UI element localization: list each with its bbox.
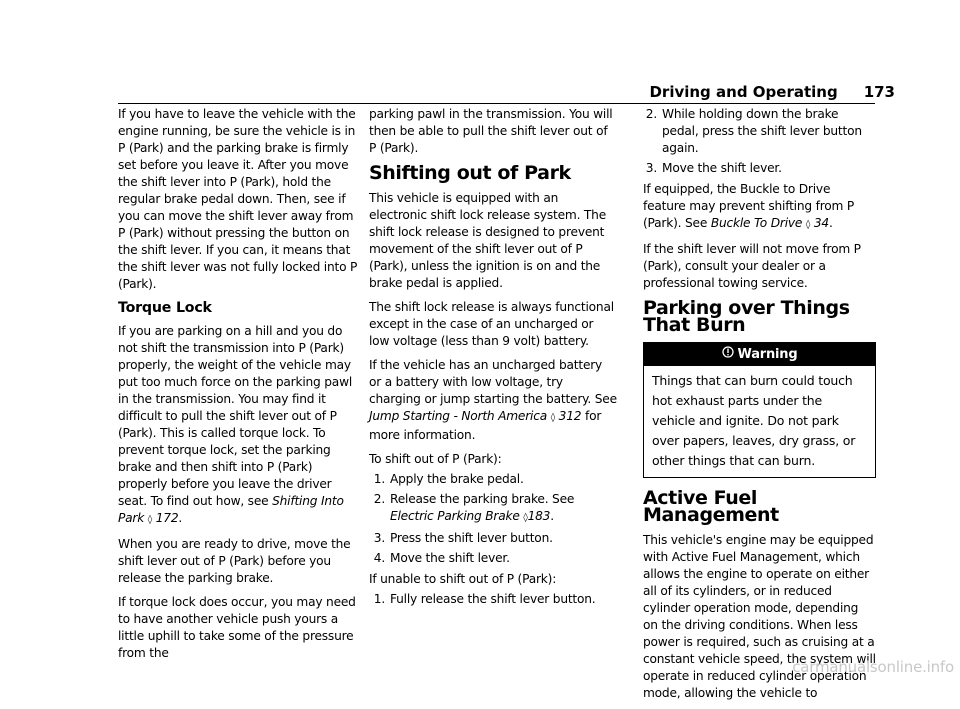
- xref-link[interactable]: Shifting Into Park: [118, 494, 344, 525]
- list-item: [369, 530, 617, 547]
- section-heading-active-fuel-management: Active Fuel Management: [643, 487, 779, 526]
- list-number: 2.: [373, 492, 385, 506]
- list-text-part: Release the parking brake. See: [390, 492, 575, 506]
- paragraph-text: .: [828, 216, 833, 230]
- list-intro: To shift out of P (Park):: [369, 452, 502, 466]
- section-heading-parking-over-things-that-burn: Parking over Things That Burn: [643, 297, 850, 336]
- list-text: [390, 491, 617, 527]
- column-1: [118, 106, 360, 669]
- list-item: [643, 160, 876, 177]
- page-number: 173: [863, 83, 895, 101]
- warning-icon: [722, 346, 734, 363]
- page-ref-icon: ◊: [550, 413, 555, 423]
- xref-link[interactable]: Buckle To Drive: [710, 216, 803, 230]
- list-text: Fully release the shift lever button.: [390, 592, 596, 606]
- xref-link[interactable]: Electric Parking Brake: [390, 509, 520, 523]
- steps-list: [369, 471, 617, 567]
- page-header: [649, 80, 895, 104]
- paragraph: [369, 357, 617, 444]
- list-item: [369, 591, 617, 608]
- list-text-part: .: [550, 509, 554, 523]
- paragraph: [643, 181, 876, 234]
- paragraph-text: If equipped, the Buckle to Drive feature may prevent shifting from P (Park). See: [643, 182, 854, 230]
- column-2: [369, 106, 617, 611]
- paragraph: This vehicle is equipped with an electronic shift lock release system. The shift lock release is designed to prevent movement of the shift lever out of P (Park), unless the ignition is on and the brake pedal is applied.: [369, 191, 607, 290]
- list-text: While holding down the brake pedal, press the shift lever button again.: [662, 107, 862, 155]
- list-text: Move the shift lever.: [390, 551, 510, 565]
- list-number: 3.: [373, 531, 385, 545]
- xref-page[interactable]: 34: [813, 216, 829, 230]
- steps-list: [369, 591, 617, 608]
- paragraph: When you are ready to drive, move the shift lever out of P (Park) before you release the parking brake.: [118, 537, 351, 585]
- page-ref-icon: ◊: [147, 515, 153, 525]
- header-divider: [118, 103, 875, 104]
- list-number: 4.: [373, 551, 385, 565]
- paragraph: If you are parking on a hill and you do not shift the transmission into P (Park) properly, the weight of the vehicle may put too much force on the parking pawl in the transmission. You may find it difficult to pull the shift lever out of P (Park). This is called torque lock. To prevent torque lock, set the parking brake and then shift into P (Park) properly before you leave the driver seat. To find out how, see Shifting Into Park ◊ 172.: [118, 324, 353, 525]
- paragraph: This vehicle's engine may be equipped with Active Fuel Management, which allows the engine to operate on either all of its cylinders, or in reduced cylinder operation mode, depending on the driving conditions. When less power is required, such as cruising at a constant vehicle speed, the system will operate in reduced cylinder operation mode, allowing the vehicle to: [643, 533, 876, 700]
- xref-page[interactable]: 183: [527, 509, 551, 523]
- paragraph: If the shift lever will not move from P (Park), consult your dealer or a professional towing service.: [643, 242, 861, 290]
- list-number: 3.: [645, 161, 657, 175]
- page-ref-icon: ◊: [523, 513, 528, 523]
- paragraph: The shift lock release is always functional except in the case of an uncharged or low voltage (less than 9 volt) battery.: [369, 300, 614, 348]
- list-item: [369, 550, 617, 567]
- list-text: Apply the brake pedal.: [390, 472, 524, 486]
- paragraph-text: If the vehicle has an uncharged battery or a battery with low voltage, try charging or jump starting the battery. See: [369, 358, 617, 406]
- xref-page[interactable]: 172: [155, 511, 179, 525]
- column-3: [643, 106, 876, 709]
- list-text: Press the shift lever button.: [390, 531, 553, 545]
- list-number: 1.: [373, 592, 385, 606]
- xref-link[interactable]: Jump Starting - North America: [369, 409, 548, 423]
- paragraph-text: for more information.: [369, 409, 602, 442]
- list-intro: If unable to shift out of P (Park):: [369, 572, 557, 586]
- section-heading-shifting-out-of-park: Shifting out of Park: [369, 162, 571, 184]
- list-number: 2.: [645, 107, 657, 121]
- paragraph: If torque lock does occur, you may need to have another vehicle push yours a little uphill to take some of the pressure from the: [118, 595, 356, 660]
- paragraph: parking pawl in the transmission. You will then be able to pull the shift lever out of P (Park).: [369, 107, 613, 155]
- paragraph: If you have to leave the vehicle with the engine running, be sure the vehicle is in P (Park) and the parking brake is firmly set before you leave it. After you move the shift lever into P (Park), hold the regular brake pedal down. Then, see if you can move the shift lever away from P (Park) without pressing the button on the shift lever. If you can, it means that the shift lever was not fully locked into P (Park).: [118, 107, 358, 291]
- warning-text: Things that can burn could touch hot exhaust parts under the vehicle and ignite. Do not park over papers, leaves, dry grass, or other things that can burn.: [652, 373, 856, 468]
- list-item: [643, 106, 876, 157]
- list-item: [369, 491, 617, 527]
- list-item: [369, 471, 617, 488]
- list-text: Move the shift lever.: [662, 161, 782, 175]
- page-ref-icon: ◊: [805, 220, 811, 230]
- section-title: Driving and Operating: [649, 83, 838, 101]
- list-number: 1.: [373, 472, 385, 486]
- section-heading-torque-lock: Torque Lock: [118, 300, 212, 316]
- paragraph-text: If you are parking on a hill and you do not shift the transmission into P (Park) properly, the weight of the vehicle may put too much force on the parking pawl in the transmission. You may find it difficult to pull the shift lever out of P (Park). This is called torque lock. To prevent torque lock, set the parking brake and then shift into P (Park) properly before you leave the driver seat. To find out how, see: [118, 324, 353, 508]
- warning-title: Warning: [737, 347, 798, 362]
- watermark: carmanualsonline.info: [792, 658, 954, 676]
- warning-box: [643, 342, 876, 478]
- steps-list: [643, 106, 876, 177]
- warning-header: [644, 343, 875, 366]
- xref-page[interactable]: 312: [558, 409, 582, 423]
